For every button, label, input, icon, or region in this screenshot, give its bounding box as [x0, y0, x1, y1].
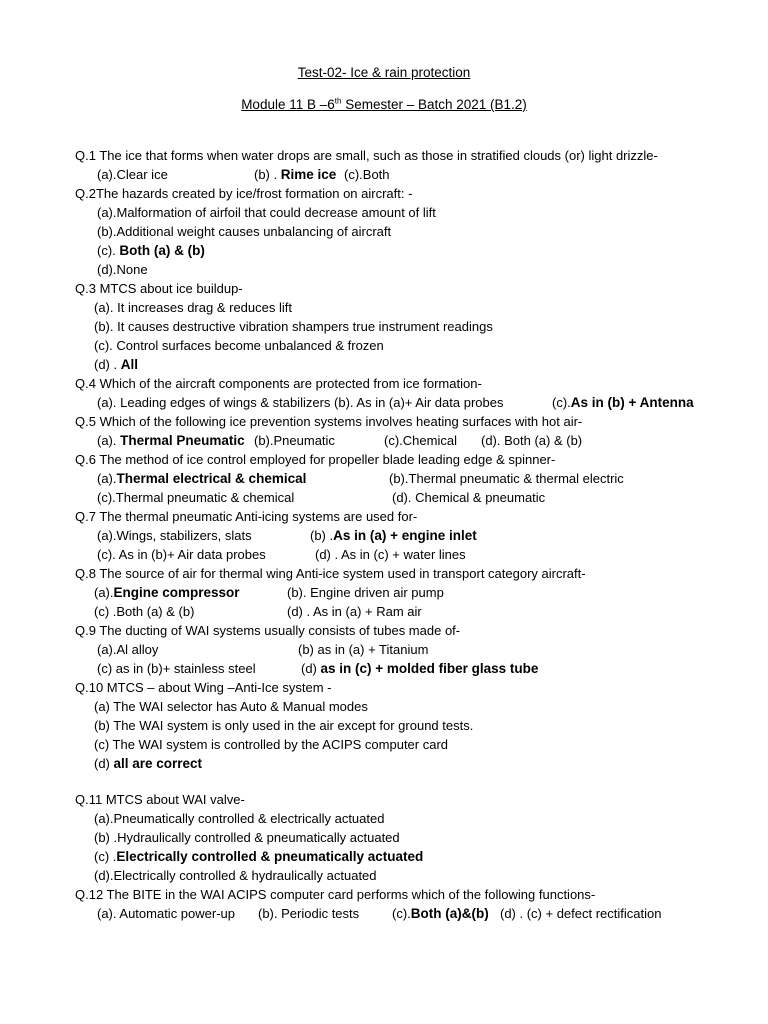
q5-option-c: (c).Chemical — [384, 433, 457, 448]
q6-option-c: (c).Thermal pneumatic & chemical — [97, 490, 295, 505]
q1-answer: Rime ice — [280, 167, 337, 182]
q11-option-c: (c) .Electrically controlled & pneumatically actuated — [94, 849, 424, 864]
q5-option-b: (b).Pneumatic — [254, 433, 335, 448]
q12-option-a: (a). Automatic power-up — [97, 906, 236, 921]
q8-option-c: (c) .Both (a) & (b) — [94, 604, 195, 619]
q10-option-c: (c) The WAI system is controlled by the ACIPS computer card — [94, 737, 449, 752]
q11-option-b: (b) .Hydraulically controlled & pneumatically actuated — [94, 830, 400, 845]
q2-option-c: (c). Both (a) & (b) — [97, 243, 205, 258]
q11-answer: Electrically controlled & pneumatically actuated — [116, 849, 424, 864]
subtitle-suffix: Semester – Batch 2021 (B1.2) — [341, 97, 527, 112]
q5-option-a: (a). Thermal Pneumatic — [97, 433, 245, 448]
q7-option-d: (d) . As in (c) + water lines — [315, 547, 466, 562]
q12-answer: Both (a)&(b) — [410, 906, 489, 921]
q9-option-b: (b) as in (a) + Titanium — [298, 642, 429, 657]
q2-option-b: (b).Additional weight causes unbalancing of aircraft — [97, 224, 392, 239]
q6-answer: Thermal electrical & chemical — [116, 471, 307, 486]
q8-answer: Engine compressor — [113, 585, 240, 600]
q10-option-a: (a) The WAI selector has Auto & Manual modes — [94, 699, 368, 714]
document-subtitle — [0, 97, 768, 112]
subtitle-superscript: th — [334, 96, 342, 106]
question-5: Q.5 Which of the following ice prevention systems involves heating surfaces with hot air- — [75, 414, 583, 429]
q1-option-b: (b) . Rime ice — [254, 167, 337, 182]
q1-option-c: (c).Both — [344, 167, 390, 182]
q3-answer: All — [120, 357, 138, 372]
question-3: Q.3 MTCS about ice buildup- — [75, 281, 243, 296]
q2-answer: Both (a) & (b) — [119, 243, 205, 258]
q10-answer: all are correct — [113, 756, 203, 771]
q9-option-a: (a).Al alloy — [97, 642, 159, 657]
q5-option-d: (d). Both (a) & (b) — [481, 433, 583, 448]
q11-option-a: (a).Pneumatically controlled & electrically actuated — [94, 811, 385, 826]
q10-option-d: (d) all are correct — [94, 756, 203, 771]
q7-option-c: (c). As in (b)+ Air data probes — [97, 547, 266, 562]
question-12: Q.12 The BITE in the WAI ACIPS computer card performs which of the following functions- — [75, 887, 596, 902]
q7-option-a: (a).Wings, stabilizers, slats — [97, 528, 252, 543]
question-6: Q.6 The method of ice control employed for propeller blade leading edge & spinner- — [75, 452, 556, 467]
q10-option-b: (b) The WAI system is only used in the air except for ground tests. — [94, 718, 474, 733]
q1-option-a: (a).Clear ice — [97, 167, 168, 182]
q9-answer: as in (c) + molded fiber glass tube — [320, 661, 539, 676]
question-4: Q.4 Which of the aircraft components are protected from ice formation- — [75, 376, 482, 391]
q11-option-d: (d).Electrically controlled & hydraulically actuated — [94, 868, 377, 883]
q3-option-b: (b). It causes destructive vibration shampers true instrument readings — [94, 319, 493, 334]
subtitle-prefix: Module 11 B –6 — [241, 97, 335, 112]
q8-option-d: (d) . As in (a) + Ram air — [287, 604, 422, 619]
q8-option-b: (b). Engine driven air pump — [287, 585, 444, 600]
document-title: Test-02- Ice & rain protection — [297, 65, 471, 80]
question-7: Q.7 The thermal pneumatic Anti-icing systems are used for- — [75, 509, 418, 524]
q12-option-b: (b). Periodic tests — [258, 906, 360, 921]
q2-option-a: (a).Malformation of airfoil that could decrease amount of lift — [97, 205, 436, 220]
question-10: Q.10 MTCS – about Wing –Anti-Ice system - — [75, 680, 332, 695]
q8-option-a: (a).Engine compressor — [94, 585, 240, 600]
q12-option-d: (d) . (c) + defect rectification — [500, 906, 662, 921]
question-9: Q.9 The ducting of WAI systems usually consists of tubes made of- — [75, 623, 461, 638]
q4-options-ab: (a). Leading edges of wings & stabilizers (b). As in (a)+ Air data probes — [97, 395, 504, 410]
q9-option-d: (d) as in (c) + molded fiber glass tube — [301, 661, 539, 676]
q7-option-b: (b) .As in (a) + engine inlet — [310, 528, 477, 543]
question-2: Q.2The hazards created by ice/frost formation on aircraft: - — [75, 186, 413, 201]
q6-option-a: (a).Thermal electrical & chemical — [97, 471, 307, 486]
question-1: Q.1 The ice that forms when water drops are small, such as those in stratified clouds (or) light drizzle- — [75, 148, 658, 163]
q4-option-c: (c).As in (b) + Antenna — [552, 395, 694, 410]
q5-answer: Thermal Pneumatic — [120, 433, 245, 448]
q9-option-c: (c) as in (b)+ stainless steel — [97, 661, 256, 676]
q2-option-d: (d).None — [97, 262, 148, 277]
question-8: Q.8 The source of air for thermal wing Anti-ice system used in transport category aircraft- — [75, 566, 586, 581]
q4-answer: As in (b) + Antenna — [570, 395, 694, 410]
q3-option-a: (a). It increases drag & reduces lift — [94, 300, 292, 315]
q3-option-d: (d) . All — [94, 357, 138, 372]
q3-option-c: (c). Control surfaces become unbalanced & frozen — [94, 338, 384, 353]
q12-option-c: (c).Both (a)&(b) — [392, 906, 489, 921]
q6-option-b: (b).Thermal pneumatic & thermal electric — [389, 471, 624, 486]
q7-answer: As in (a) + engine inlet — [333, 528, 477, 543]
q6-option-d: (d). Chemical & pneumatic — [392, 490, 546, 505]
question-11: Q.11 MTCS about WAI valve- — [75, 792, 245, 807]
